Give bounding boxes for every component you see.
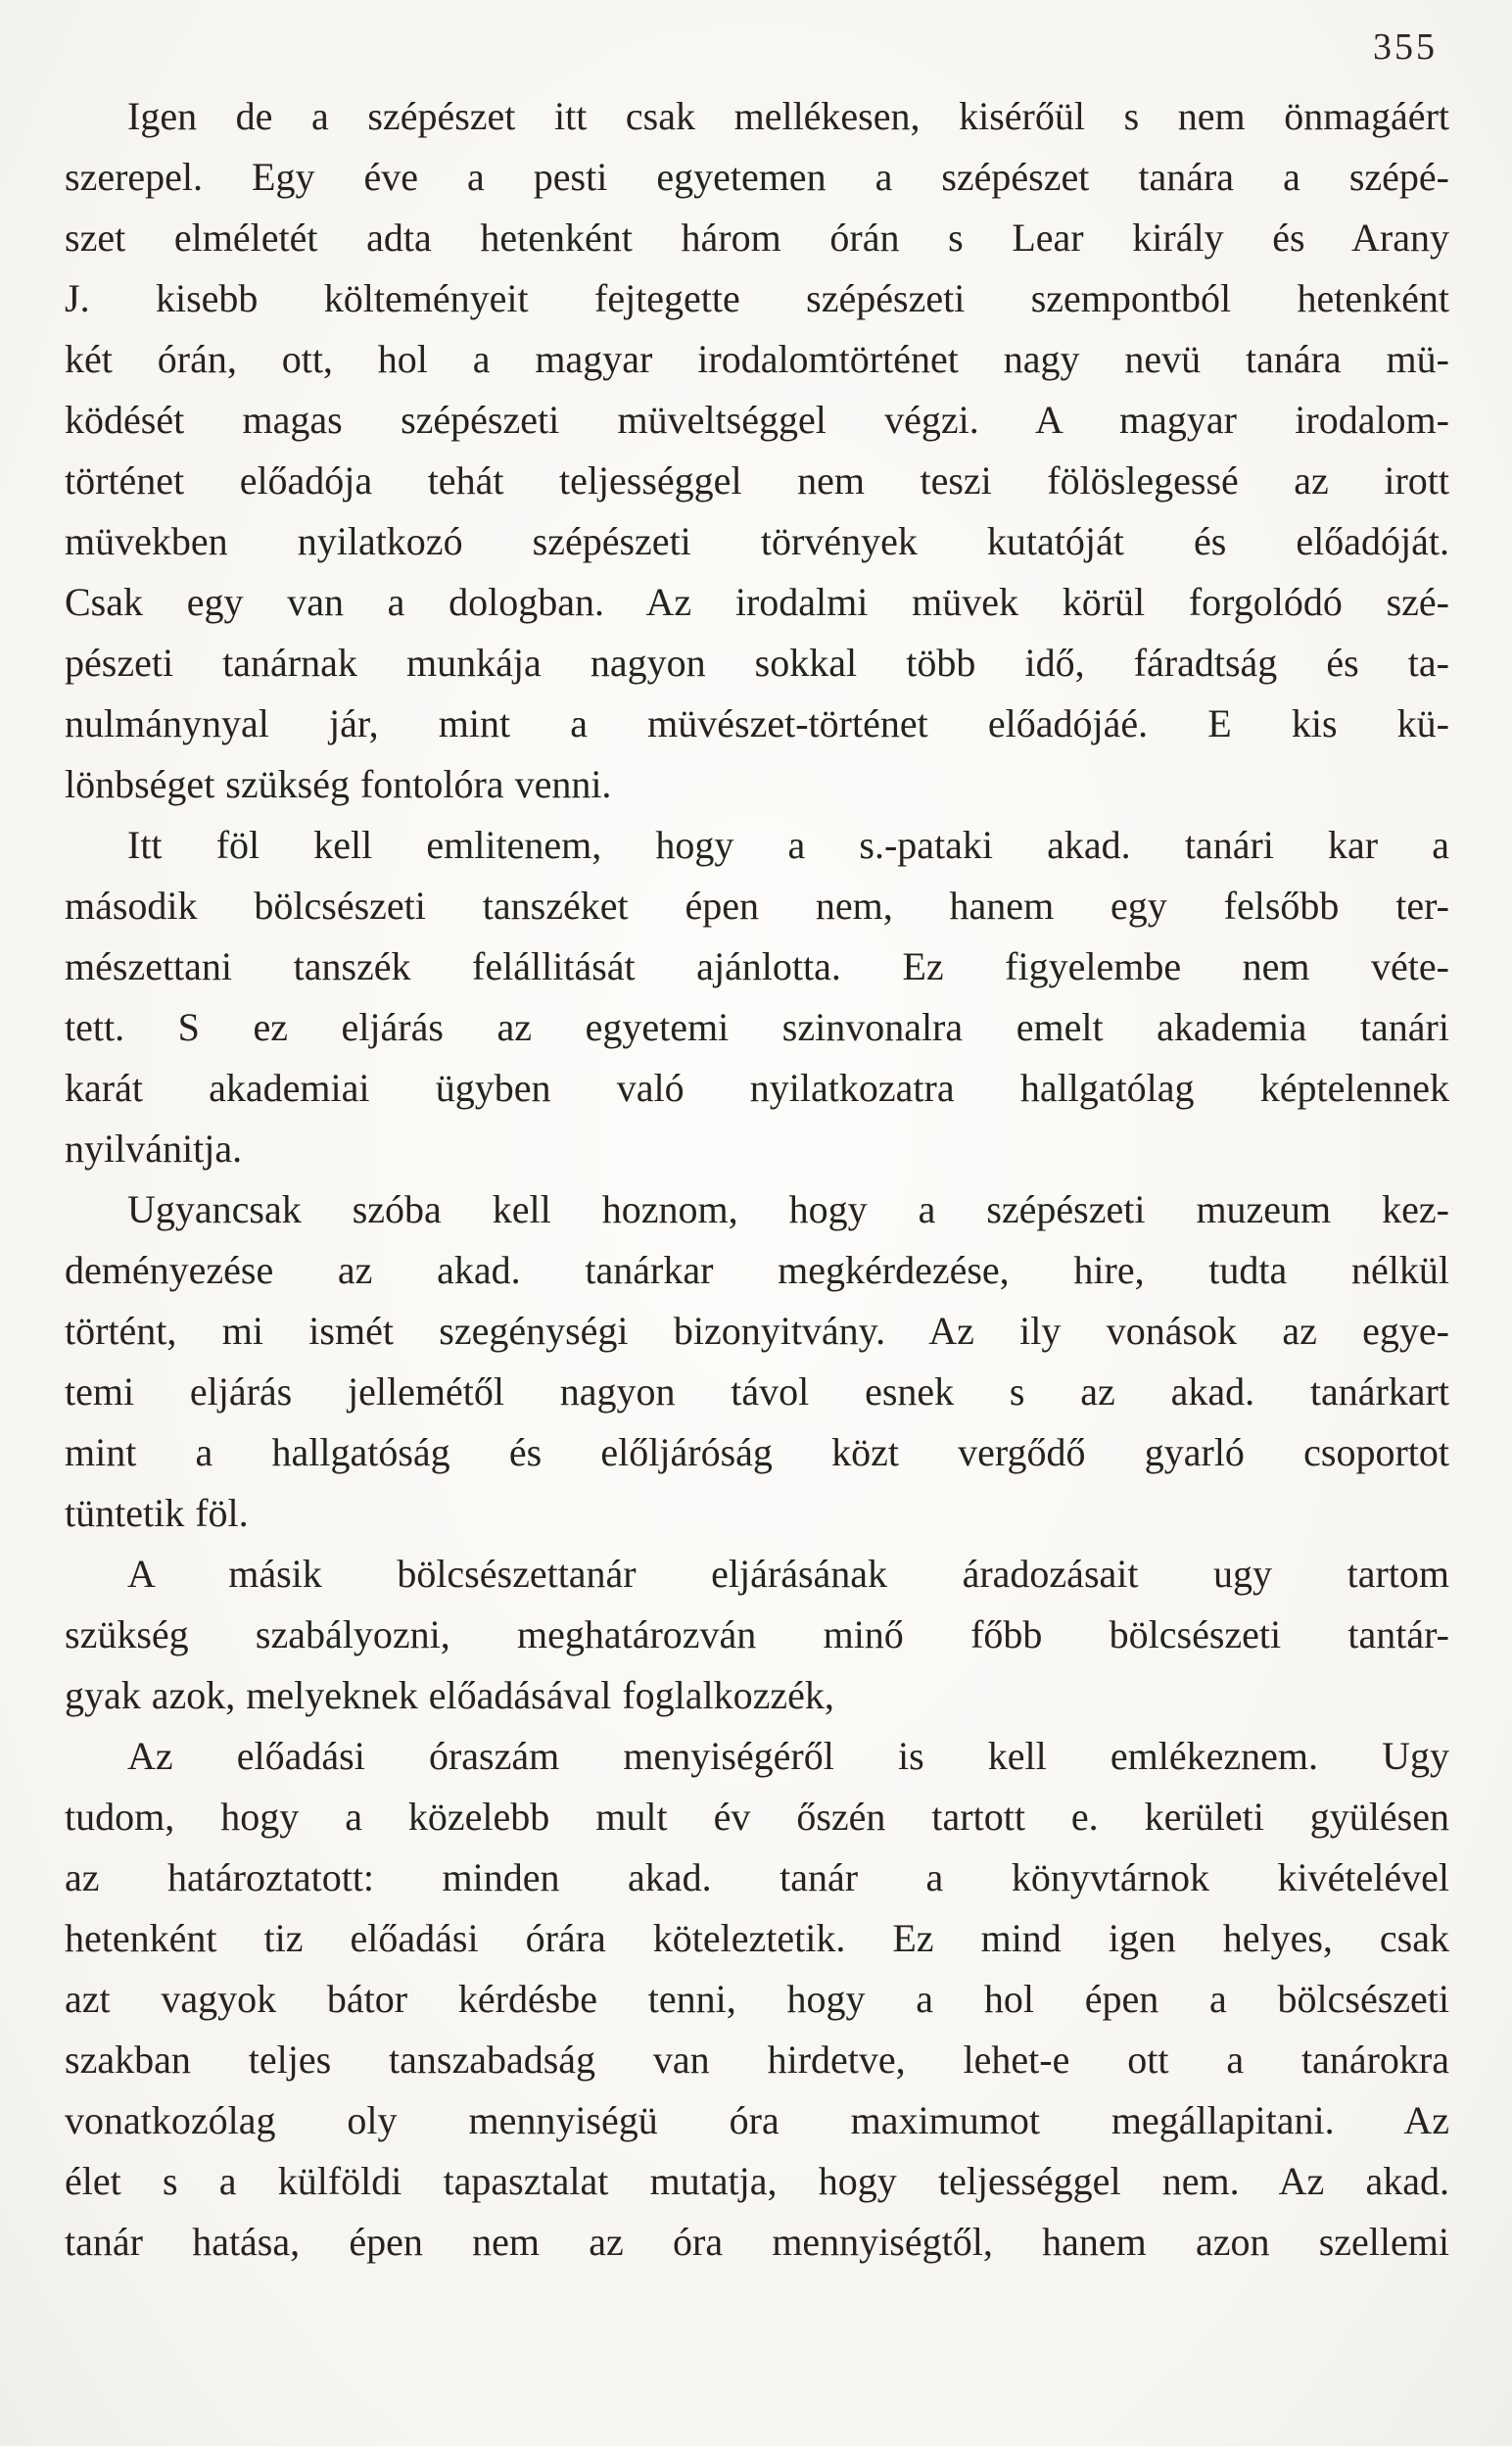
text-line: nulmánynyal jár, mint a müvészet-történet előadójáé. E kis kü- xyxy=(65,701,1449,745)
text-line: második bölcsészeti tanszéket épen nem, hanem egy felsőbb ter- xyxy=(65,884,1449,928)
text-line: tanár hatása, épen nem az óra mennyiségtől, hanem azon szellemi xyxy=(65,2220,1449,2264)
text-line: ködését magas szépészeti müveltséggel végzi. A magyar irodalom- xyxy=(65,398,1449,442)
text-line: mészettani tanszék felállitását ajánlotta. Ez figyelembe nem véte- xyxy=(65,944,1449,988)
text-line: Csak egy van a dologban. Az irodalmi müvek körül forgolódó szé- xyxy=(65,580,1449,624)
text-line: pészeti tanárnak munkája nagyon sokkal több idő, fáradtság és ta- xyxy=(65,641,1449,685)
text-line: szükség szabályozni, meghatározván minő főbb bölcsészeti tantár- xyxy=(65,1612,1449,1656)
text-line: történt, mi ismét szegénységi bizonyitvány. Az ily vonások az egye- xyxy=(65,1309,1449,1353)
text-line: Ugyancsak szóba kell hoznom, hogy a szépészeti muzeum kez- xyxy=(127,1187,1449,1231)
text-line: karát akademiai ügyben való nyilatkozatra hallgatólag képtelennek xyxy=(65,1066,1449,1110)
body-text xyxy=(65,86,1449,2273)
text-line: Az előadási óraszám menyiségéről is kell emlékeznem. Ugy xyxy=(127,1734,1449,1778)
text-line: lönbséget szükség fontolóra venni. xyxy=(65,762,612,806)
text-line: Igen de a szépészet itt csak mellékesen, kisérőül s nem önmagáért xyxy=(127,94,1449,138)
text-line: hetenként tiz előadási órára köteleztetik. Ez mind igen helyes, csak xyxy=(65,1916,1449,1960)
text-line: Itt föl kell emlitenem, hogy a s.-pataki akad. tanári kar a xyxy=(127,823,1449,867)
text-line: J. kisebb költeményeit fejtegette szépészeti szempontból hetenként xyxy=(65,276,1449,320)
text-line: szakban teljes tanszabadság van hirdetve, lehet-e ott a tanárokra xyxy=(65,2038,1449,2082)
text-line: vonatkozólag oly mennyiségü óra maximumot megállapitani. Az xyxy=(65,2098,1449,2142)
text-line: mint a hallgatóság és előljáróság közt vergődő gyarló csoportot xyxy=(65,1430,1449,1474)
text-line: gyak azok, melyeknek előadásával foglalkozzék, xyxy=(65,1673,834,1717)
text-line: két órán, ott, hol a magyar irodalomtörténet nagy nevü tanára mü- xyxy=(65,337,1449,381)
text-line: temi eljárás jellemétől nagyon távol esnek s az akad. tanárkart xyxy=(65,1369,1449,1414)
text-line: élet s a külföldi tapasztalat mutatja, hogy teljességgel nem. Az akad. xyxy=(65,2159,1449,2203)
text-line: müvekben nyilatkozó szépészeti törvények kutatóját és előadóját. xyxy=(65,519,1449,563)
text-line: deményezése az akad. tanárkar megkérdezése, hire, tudta nélkül xyxy=(65,1248,1449,1292)
text-line: A másik bölcsészettanár eljárásának áradozásait ugy tartom xyxy=(127,1552,1449,1596)
text-line: történet előadója tehát teljességgel nem teszi fölöslegessé az irott xyxy=(65,458,1449,503)
text-line: szerepel. Egy éve a pesti egyetemen a szépészet tanára a szépé- xyxy=(65,155,1449,199)
text-line: tüntetik föl. xyxy=(65,1491,249,1535)
text-line: tudom, hogy a közelebb mult év őszén tartott e. kerületi gyülésen xyxy=(65,1795,1449,1839)
text-line: azt vagyok bátor kérdésbe tenni, hogy a hol épen a bölcsészeti xyxy=(65,1977,1449,2021)
text-line: az határoztatott: minden akad. tanár a könyvtárnok kivételével xyxy=(65,1855,1449,1899)
page-number: 355 xyxy=(1373,26,1438,68)
text-line: nyilvánitja. xyxy=(65,1127,243,1171)
text-line: tett. S ez eljárás az egyetemi szinvonalra emelt akademia tanári xyxy=(65,1005,1449,1049)
text-line: szet elméletét adta hetenként három órán s Lear király és Arany xyxy=(65,216,1449,260)
